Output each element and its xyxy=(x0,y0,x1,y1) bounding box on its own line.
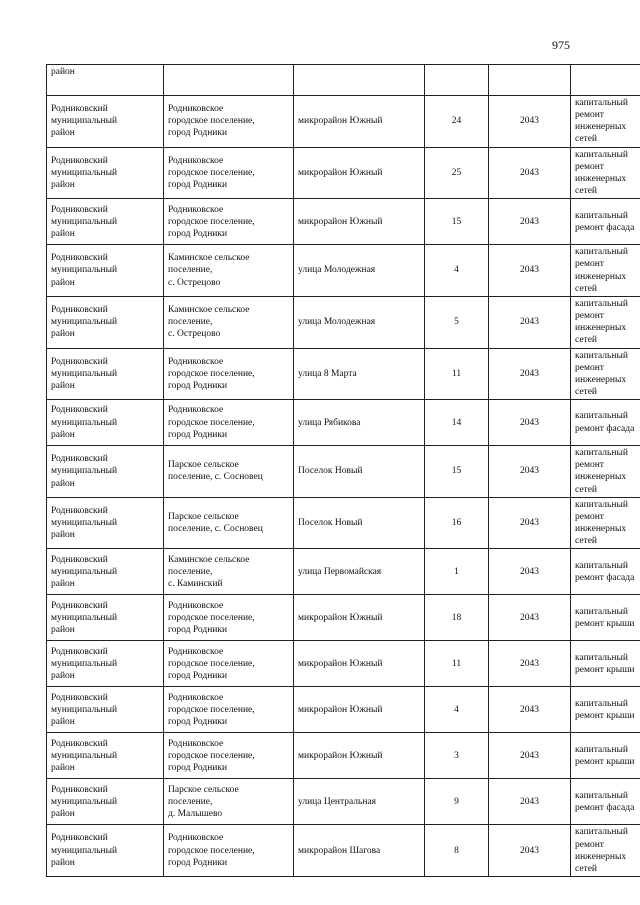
cell-area: Родниковский муниципальный район xyxy=(47,549,164,595)
cell-house: 15 xyxy=(425,446,489,498)
table-row xyxy=(47,497,640,549)
cell-settlement: Родниковское городское поселение, город Родники xyxy=(164,687,294,733)
cell-street: Поселок Новый xyxy=(294,446,425,498)
cell-street: улица Молодежная xyxy=(294,245,425,297)
housing-repair-table xyxy=(46,64,640,877)
cell-year: 2043 xyxy=(489,595,571,641)
cell-area: Родниковский муниципальный район xyxy=(47,199,164,245)
cell-street: улица Рябикова xyxy=(294,400,425,446)
cell-settlement: Родниковское городское поселение, город Родники xyxy=(164,348,294,400)
cell-street: микрорайон Южный xyxy=(294,733,425,779)
table-row xyxy=(47,825,640,877)
cell-house: 9 xyxy=(425,779,489,825)
cell-year: 2043 xyxy=(489,641,571,687)
cell-year: 2043 xyxy=(489,96,571,148)
table-row-continuation xyxy=(47,65,640,96)
cell-street: микрорайон Южный xyxy=(294,641,425,687)
table-row xyxy=(47,400,640,446)
cell-work: капитальный ремонт инженерных сетей xyxy=(571,245,640,297)
cell-house: 15 xyxy=(425,199,489,245)
cell-settlement: Родниковское городское поселение, город Родники xyxy=(164,147,294,199)
cell-settlement: Родниковское городское поселение, город Родники xyxy=(164,641,294,687)
cell-area: Родниковский муниципальный район xyxy=(47,779,164,825)
cell-house xyxy=(425,65,489,96)
cell-street: микрорайон Южный xyxy=(294,147,425,199)
cell-area: Родниковский муниципальный район xyxy=(47,497,164,549)
cell-work: капитальный ремонт инженерных сетей xyxy=(571,96,640,148)
cell-house: 1 xyxy=(425,549,489,595)
table-row xyxy=(47,733,640,779)
cell-year: 2043 xyxy=(489,549,571,595)
cell-street: улица Первомайская xyxy=(294,549,425,595)
cell-settlement: Родниковское городское поселение, город Родники xyxy=(164,595,294,641)
cell-area: Родниковский муниципальный район xyxy=(47,96,164,148)
cell-year: 2043 xyxy=(489,400,571,446)
cell-work: капитальный ремонт фасада xyxy=(571,199,640,245)
cell-work: капитальный ремонт фасада xyxy=(571,549,640,595)
cell-work: капитальный ремонт инженерных сетей xyxy=(571,497,640,549)
cell-house: 4 xyxy=(425,245,489,297)
cell-house: 18 xyxy=(425,595,489,641)
cell-house: 8 xyxy=(425,825,489,877)
cell-house: 25 xyxy=(425,147,489,199)
cell-work: капитальный ремонт фасада xyxy=(571,779,640,825)
cell-street xyxy=(294,65,425,96)
table-row xyxy=(47,245,640,297)
cell-settlement: Родниковское городское поселение, город Родники xyxy=(164,733,294,779)
cell-street: микрорайон Южный xyxy=(294,96,425,148)
cell-work: капитальный ремонт крыши xyxy=(571,733,640,779)
cell-year: 2043 xyxy=(489,825,571,877)
cell-street: микрорайон Южный xyxy=(294,199,425,245)
cell-house: 24 xyxy=(425,96,489,148)
cell-work: капитальный ремонт инженерных сетей xyxy=(571,296,640,348)
cell-settlement: Родниковское городское поселение, город Родники xyxy=(164,96,294,148)
cell-house: 16 xyxy=(425,497,489,549)
cell-house: 3 xyxy=(425,733,489,779)
table-row xyxy=(47,779,640,825)
cell-area: Родниковский муниципальный район xyxy=(47,825,164,877)
cell-area: Родниковский муниципальный район xyxy=(47,245,164,297)
cell-area: Родниковский муниципальный район xyxy=(47,348,164,400)
cell-work: капитальный ремонт крыши xyxy=(571,595,640,641)
cell-year: 2043 xyxy=(489,446,571,498)
cell-street: микрорайон Южный xyxy=(294,595,425,641)
cell-settlement: Парское сельское поселение, с. Сосновец xyxy=(164,446,294,498)
table-row xyxy=(47,446,640,498)
table-row xyxy=(47,147,640,199)
cell-year: 2043 xyxy=(489,199,571,245)
cell-settlement: Парское сельское поселение, с. Сосновец xyxy=(164,497,294,549)
cell-year: 2043 xyxy=(489,687,571,733)
page-number: 975 xyxy=(552,38,570,52)
cell-street: микрорайон Шагова xyxy=(294,825,425,877)
cell-year: 2043 xyxy=(489,245,571,297)
cell-settlement: Парское сельское поселение, д. Малышево xyxy=(164,779,294,825)
cell-street: улица Молодежная xyxy=(294,296,425,348)
cell-work: капитальный ремонт инженерных сетей xyxy=(571,147,640,199)
cell-work xyxy=(571,65,640,96)
cell-area: Родниковский муниципальный район xyxy=(47,296,164,348)
table-row xyxy=(47,687,640,733)
cell-area: Родниковский муниципальный район xyxy=(47,446,164,498)
cell-work: капитальный ремонт крыши xyxy=(571,687,640,733)
table-row xyxy=(47,199,640,245)
cell-work: капитальный ремонт фасада xyxy=(571,400,640,446)
cell-area: район xyxy=(47,65,164,96)
cell-work: капитальный ремонт инженерных сетей xyxy=(571,825,640,877)
cell-year: 2043 xyxy=(489,779,571,825)
cell-area: Родниковский муниципальный район xyxy=(47,641,164,687)
table-body xyxy=(47,65,640,877)
cell-work: капитальный ремонт крыши xyxy=(571,641,640,687)
cell-house: 4 xyxy=(425,687,489,733)
cell-street: микрорайон Южный xyxy=(294,687,425,733)
cell-settlement: Родниковское городское поселение, город Родники xyxy=(164,400,294,446)
table-row xyxy=(47,549,640,595)
cell-street: улица 8 Марта xyxy=(294,348,425,400)
cell-year: 2043 xyxy=(489,296,571,348)
cell-area: Родниковский муниципальный район xyxy=(47,687,164,733)
cell-house: 5 xyxy=(425,296,489,348)
cell-work: капитальный ремонт инженерных сетей xyxy=(571,446,640,498)
cell-work: капитальный ремонт инженерных сетей xyxy=(571,348,640,400)
cell-house: 11 xyxy=(425,348,489,400)
cell-house: 14 xyxy=(425,400,489,446)
cell-settlement xyxy=(164,65,294,96)
table-row xyxy=(47,595,640,641)
table-row xyxy=(47,348,640,400)
cell-year: 2043 xyxy=(489,348,571,400)
cell-area: Родниковский муниципальный район xyxy=(47,400,164,446)
cell-year: 2043 xyxy=(489,147,571,199)
cell-settlement: Родниковское городское поселение, город Родники xyxy=(164,825,294,877)
cell-area: Родниковский муниципальный район xyxy=(47,147,164,199)
cell-settlement: Родниковское городское поселение, город Родники xyxy=(164,199,294,245)
cell-settlement: Каминское сельское поселение, с. Острецово xyxy=(164,245,294,297)
table-row xyxy=(47,641,640,687)
cell-street: Поселок Новый xyxy=(294,497,425,549)
table-row xyxy=(47,96,640,148)
cell-house: 11 xyxy=(425,641,489,687)
cell-settlement: Каминское сельское поселение, с. Каминский xyxy=(164,549,294,595)
cell-settlement: Каминское сельское поселение, с. Острецово xyxy=(164,296,294,348)
cell-street: улица Центральная xyxy=(294,779,425,825)
cell-area: Родниковский муниципальный район xyxy=(47,595,164,641)
cell-area: Родниковский муниципальный район xyxy=(47,733,164,779)
table-row xyxy=(47,296,640,348)
cell-year: 2043 xyxy=(489,733,571,779)
cell-year xyxy=(489,65,571,96)
cell-year: 2043 xyxy=(489,497,571,549)
